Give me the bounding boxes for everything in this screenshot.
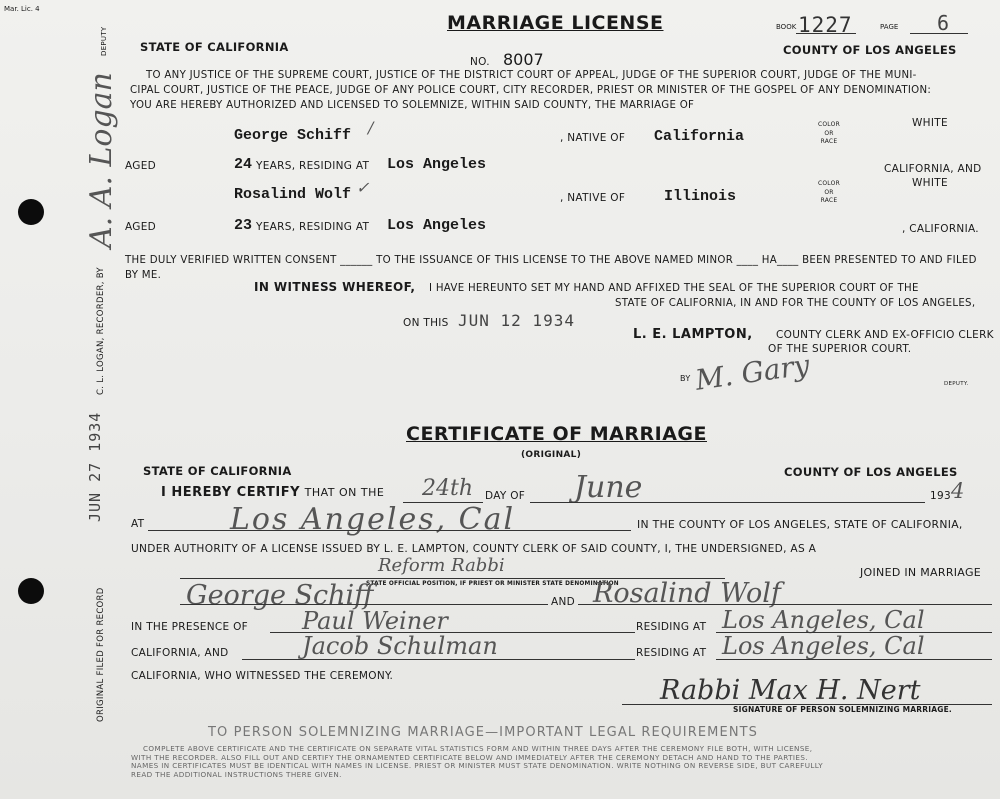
book-label: BOOK [776,23,797,31]
california-and-label: CALIFORNIA, AND [131,647,229,659]
witness-1-residence: Los Angeles, Cal [722,606,925,634]
county-clerk-title-2: OF THE SUPERIOR COURT. [768,343,912,355]
bride-residence: Los Angeles [387,217,487,234]
deputy-label: DEPUTY. [944,381,969,387]
groom-written-name: George Schiff [186,580,374,611]
authority-text: UNDER AUTHORITY OF A LICENSE ISSUED BY L. E. LAMPTON, COUNTY CLERK OF SAID COUNTY, I, THE UNDERSIGNED, AS A [131,543,817,555]
recorder-label: C. L. LOGAN, RECORDER, BY [96,267,106,395]
county-state-text: IN THE COUNTY OF LOS ANGELES, STATE OF CALIFORNIA, [637,518,963,531]
bride-race: WHITE [912,177,948,189]
certificate-title: CERTIFICATE OF MARRIAGE [406,423,707,445]
license-title: MARRIAGE LICENSE [447,12,664,34]
deputy-margin-signature: A. A. Logan [84,72,119,248]
witness-2-name: Jacob Schulman [302,632,498,660]
ceremony-year-suffix: 4 [951,479,965,503]
book-number: 1227 [798,13,853,37]
groom-checkmark: / [368,118,374,137]
punch-hole-top [18,199,44,225]
officiant-name-written: Reform Rabbi [378,555,505,576]
witnessed-ceremony-text: CALIFORNIA, WHO WITNESSED THE CEREMONY. [131,670,394,682]
county-clerk-title-1: COUNTY CLERK AND EX-OFFICIO CLERK [776,329,994,341]
groom-state-suffix: CALIFORNIA, AND [884,163,982,175]
deputy-signature: M. Gary [693,348,812,397]
day-of-label: DAY OF [485,490,526,502]
instructions-text: COMPLETE ABOVE CERTIFICATE AND THE CERTIFICATE ON SEPARATE VITAL STATISTICS FORM AND WITHIN THREE DAYS AFTER THE CEREMONY FILE BOTH, WITH LICENSE, WITH THE RECORDER. ALSO FILL OUT AND CERTIFY THE ORNAMENTED CERTIFICATE BELOW AND IMMEDIATELY AFTER THE CEREMONY DETACH AND HAND TO THE PARTIES. NAMES IN CERTIFICATES MUST BE IDENTICAL WITH NAMES IN LICENSE. PRIEST OR MINISTER MUST STATE DENOMINATION. WRITE NOTHING ON REVERSE SIDE, BUT CAREFULLY READ THE ADDITIONAL INSTRUCTIONS THERE GIVEN. [131,744,823,779]
and-label: AND [551,596,576,608]
bride-aged-label: AGED [125,221,157,233]
consent-paragraph: THE DULY VERIFIED WRITTEN CONSENT ______ TO THE ISSUANCE OF THIS LICENSE TO THE ABOVE NAMED MINOR ____ HA____ BEEN PRESENTED TO AND FILED BY ME. [125,255,977,281]
at-label: AT [131,518,145,530]
bride-age: 23 [234,217,253,234]
groom-race: WHITE [912,117,948,129]
groom-residing-label: YEARS, RESIDING AT [256,160,370,172]
form-code: Mar. Lic. 4 [4,5,40,13]
ceremony-year-prefix: 193 [930,490,951,502]
ceremony-place: Los Angeles, Cal [230,502,516,537]
witness-text: I HAVE HEREUNTO SET MY HAND AND AFFIXED THE SEAL OF THE SUPERIOR COURT OF THE STATE OF CALIFORNIA, IN AND FOR THE COUNTY OF LOS ANGELES, [429,283,976,309]
groom-native-label: , NATIVE OF [560,132,626,144]
bride-written-name: Rosalind Wolf [593,578,781,609]
groom-age: 24 [234,156,253,173]
bride-state-suffix: , CALIFORNIA. [902,223,979,235]
certificate-state: STATE OF CALIFORNIA [143,464,292,478]
license-number-label: NO. [470,56,490,68]
instructions-heading: TO PERSON SOLEMNIZING MARRIAGE—IMPORTANT LEGAL REQUIREMENTS [208,725,759,740]
witness-2-residence: Los Angeles, Cal [722,632,925,660]
bride-native-of: Illinois [664,188,737,205]
punch-hole-bottom [18,578,44,604]
bride-native-label: , NATIVE OF [560,192,626,204]
ceremony-month: June [574,470,643,505]
witness-whereof-label: IN WITNESS WHEREOF, [254,280,416,294]
bride-residing-label: YEARS, RESIDING AT [256,221,370,233]
license-authority-paragraph: TO ANY JUSTICE OF THE SUPREME COURT, JUSTICE OF THE DISTRICT COURT OF APPEAL, JUDGE OF THE SUPERIOR COURT, JUDGE OF THE MUNI- CIPAL COURT, JUSTICE OF THE PEACE, JUDGE OF ANY POLICE COURT, CITY RECORDER, PRIEST OR MINISTER OF THE GOSPEL OF ANY DENOMINATION: YOU ARE HEREBY AUTHORIZED AND LICENSED TO SOLEMNIZE, WITHIN SAID COUNTY, THE MARRIAGE OF [130,70,932,111]
joined-in-marriage-label: JOINED IN MARRIAGE [860,566,982,579]
witness-1-name: Paul Weiner [302,607,448,635]
bride-name: Rosalind Wolf [234,186,352,203]
certify-label: I HEREBY CERTIFY THAT ON THE [161,485,385,500]
groom-aged-label: AGED [125,160,157,172]
page-number: 6 [937,11,951,35]
official-position-label: STATE OFFICIAL POSITION, IF PRIEST OR MINISTER STATE DENOMINATION [366,581,619,587]
license-state: STATE OF CALIFORNIA [140,40,289,54]
groom-name: George Schiff [234,127,352,144]
bride-color-race-label: COLOR OR RACE [818,180,840,204]
original-filed-label: ORIGINAL FILED FOR RECORD [96,587,106,722]
ceremony-day: 24th [422,476,474,501]
county-clerk-name: L. E. LAMPTON, [633,327,753,342]
license-number: 8007 [503,50,544,69]
certificate-subtitle: (ORIGINAL) [521,450,582,460]
on-this-label: ON THIS [403,317,449,329]
groom-color-race-label: COLOR OR RACE [818,121,840,145]
groom-residence: Los Angeles [387,156,487,173]
license-date-stamp: JUN 12 1934 [458,311,575,330]
officiant-signature: Rabbi Max H. Nert [660,675,921,706]
signature-label: SIGNATURE OF PERSON SOLEMNIZING MARRIAGE. [733,705,952,714]
filing-date-stamp: JUN 27 1934 [86,411,104,522]
certificate-county: COUNTY OF LOS ANGELES [784,465,958,479]
witness-1-residing-label: RESIDING AT [636,621,707,633]
license-county: COUNTY OF LOS ANGELES [783,43,957,57]
witness-2-residing-label: RESIDING AT [636,647,707,659]
presence-label: IN THE PRESENCE OF [131,621,248,633]
bride-checkmark: ✓ [356,178,370,197]
groom-native-of: California [654,128,745,145]
by-label: BY [680,374,691,383]
deputy-margin-label: DEPUTY [100,26,108,56]
page-label: PAGE [880,23,899,31]
